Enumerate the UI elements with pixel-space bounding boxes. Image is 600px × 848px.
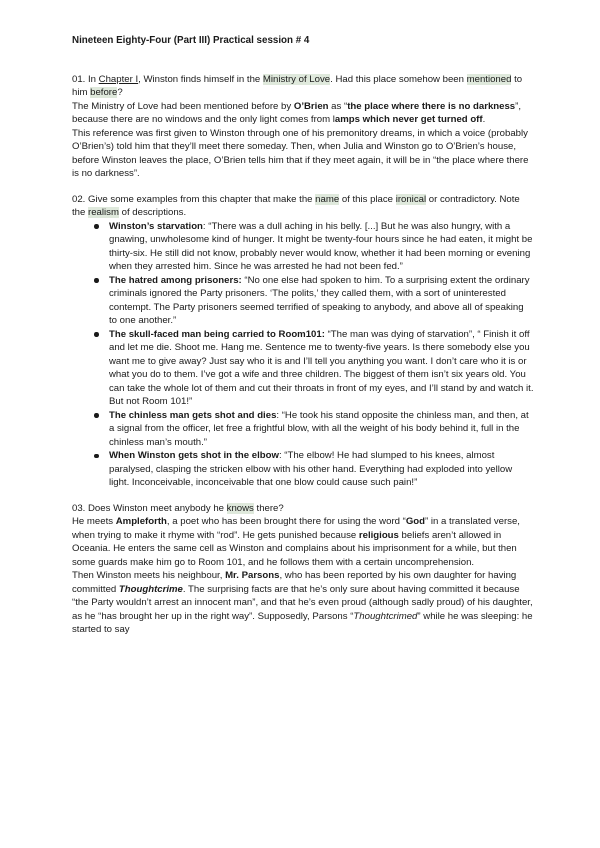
answer-1-paragraph-2: This reference was first given to Winston through one of his premonitory dreams, in which a voice (probably O’Brien’s) told him that they’ll meet there someday. Then, when Julia and Winston go to O’Brien’s house, before Winston leaves the place, O’Brien tells him that if they meet again, it will be in “the place where there is no darkness”. xyxy=(72,127,529,179)
bold-quote: the place where there is no darkness xyxy=(347,100,516,112)
q1-text: to him xyxy=(72,73,523,98)
q1-text: , Winston finds himself in the xyxy=(138,73,263,85)
a3-text: He meets xyxy=(72,516,116,527)
q1-text: 01. In xyxy=(72,73,99,85)
a3-text: ” while he was sleeping: he started to say xyxy=(72,610,533,635)
q2-text: of descriptions. xyxy=(118,207,187,218)
q1-text: . Had this place somehow been xyxy=(330,73,467,85)
a1-text: ”, because there are no windows and the only light comes from l xyxy=(72,100,522,125)
question-2-section xyxy=(72,193,534,490)
list-item-body: : “He took his stand opposite the chinless man, and then, at a signal from the officer, let free a frightful blow, with all the weight of his body behind it, full in the chinless man’s mouth.” xyxy=(109,409,529,448)
highlight-knows: knows xyxy=(226,502,254,514)
list-item-body: : “There was a dull aching in his belly. [...] But he was also hungry, with a gnawing, unwholesome kind of hunger. It might be twenty-four hours since he had eaten, it might be thirty-six. He still did not know, probably never would know, whether it had been morning or evening when they arrested him. Since he was arrested he had not been fed.” xyxy=(109,220,533,272)
q2-text: 02. Give some examples from this chapter that make the xyxy=(72,193,316,205)
a1-text: . xyxy=(482,114,486,125)
a3-text: , who has been reported by his own daughter for having committed xyxy=(72,570,517,595)
a3-text: ” in a translated verse, when trying to make it rhyme with “rod”. He gets punished because xyxy=(72,516,520,541)
bold-lamps: amps which never get turned off xyxy=(334,114,483,125)
bold-italic-thoughtcrime: Thoughtcrime xyxy=(118,583,183,595)
answer-3-paragraph-1 xyxy=(72,515,534,569)
highlight-mentioned: mentioned xyxy=(466,73,512,85)
q2-text: of this place xyxy=(339,193,396,205)
question-2 xyxy=(72,193,534,220)
q1-text: ? xyxy=(117,87,123,98)
a1-text: as “ xyxy=(328,100,348,112)
list-item-head: The hatred among prisoners: xyxy=(109,274,242,286)
italic-thoughtcrimed: Thoughtcrimed xyxy=(353,610,418,622)
document-page xyxy=(72,34,534,637)
list-item xyxy=(109,220,534,274)
list-item-body: : “The elbow! He had slumped to his knees, almost paralysed, clasping the stricken elbow with his other hand. Everything had exploded into yellow light. Inconceivable, inconceivable that one blow could cause such pain!” xyxy=(109,450,513,488)
list-item xyxy=(109,328,534,409)
bold-parsons: Mr. Parsons xyxy=(225,570,280,581)
question-1 xyxy=(72,73,534,100)
list-item xyxy=(109,274,534,328)
answer-3-paragraph-2 xyxy=(72,569,534,637)
q2-text: or contradictory. Note the xyxy=(72,193,520,218)
a3-text: , a poet who has been brought there for using the word “ xyxy=(166,516,406,527)
highlight-realism: realism xyxy=(88,207,119,218)
question-1-section xyxy=(72,73,534,181)
examples-list xyxy=(72,220,534,490)
a3-text: . The surprising facts are that he’s only sure about having committed it because “the Party wouldn’t arrest an innocent man”, and that he’s even proud (although sadly proud) of his daughter, as he “has brought her up in the right way”. Supposedly, Parsons “ xyxy=(72,583,533,622)
document-title: Nineteen Eighty-Four (Part III) Practical session # 4 xyxy=(72,35,310,46)
bold-religious: religious xyxy=(358,529,399,541)
bold-obrien: O’Brien xyxy=(293,100,329,112)
highlight-ironical: ironical xyxy=(395,193,427,205)
a3-text: Then Winston meets his neighbour, xyxy=(72,570,226,581)
list-item xyxy=(109,449,534,490)
highlight-ministry-of-love: Ministry of Love xyxy=(262,73,331,85)
bold-ampleforth: Ampleforth xyxy=(115,516,167,527)
list-item xyxy=(109,409,534,450)
a3-text: beliefs aren’t allowed in Oceania. He enters the same cell as Winston and complains about his imprisonment for a while, but then some guards make him go to Room 101, and he follows them with a certain uncomprehension. xyxy=(72,529,517,568)
highlight-name: name xyxy=(315,193,340,205)
highlight-before: before xyxy=(90,87,118,98)
a1-text: The Ministry of Love had been mentioned before by xyxy=(72,100,294,112)
answer-1-paragraph-1 xyxy=(72,100,534,127)
question-3 xyxy=(72,502,534,516)
list-item-head: Winston’s starvation xyxy=(109,220,203,232)
list-item-body: “No one else had spoken to him. To a surprising extent the ordinary criminals ignored the Party prisoners. ‘The polits,’ they called them, with a sort of uninterested contempt. The Party prisoners seemed terrified of speaking to anybody, and above all of speaking to one another.” xyxy=(109,274,530,326)
q3-text: there? xyxy=(253,502,284,514)
list-item-head: The skull-faced man being carried to Room101: xyxy=(109,328,325,340)
question-3-section xyxy=(72,502,534,637)
list-item-body: “The man was dying of starvation”, “ Finish it off and let me die. Shoot me. Hang me. Sentence me to twenty-five years. Is there somebody else you want me to give away? Just say who it is and I’ll tell you anything you want. I don’t care who it is or what you do to them. I’ve got a wife and three children. The biggest of them isn’t six years old. You can take the whole lot of them and cut their throats in front of my eyes, and I’ll stand by and watch it. But not Room 101!” xyxy=(109,328,534,407)
list-item-head: When Winston gets shot in the elbow xyxy=(109,450,279,461)
q3-text: 03. Does Winston meet anybody he xyxy=(72,502,227,514)
chapter-link: Chapter I xyxy=(98,73,139,85)
bold-god: God xyxy=(405,516,426,527)
list-item-head: The chinless man gets shot and dies xyxy=(109,409,277,421)
